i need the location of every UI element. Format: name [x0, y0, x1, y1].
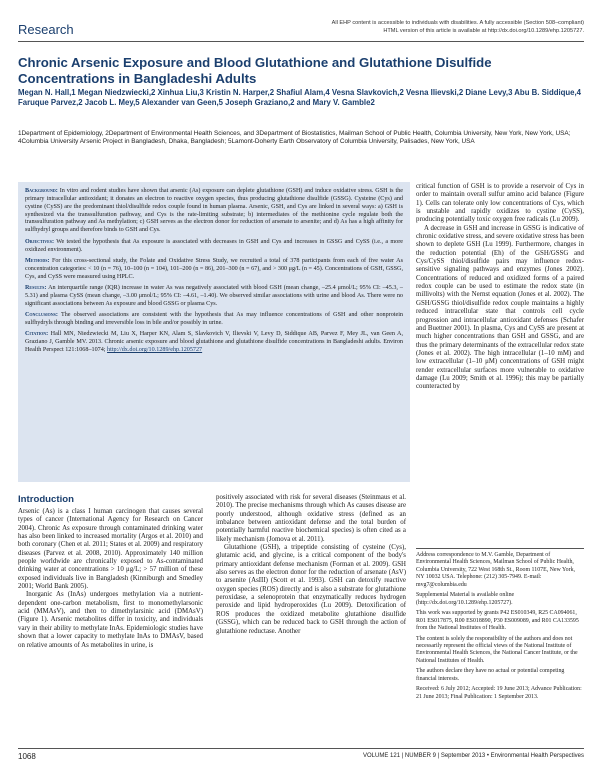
abstract-results-text: An interquartile range (IQR) increase in water As was negatively associated with blood GSH (mean change, –25.4 μmol/L; 95% CI: –45.3, –5.31) and plasma CySS (mean change, –3.00 μmol/L; 95% CI: –4.61, –1.40). We observed similar associations with urine and blood As. There were no significant associations between As exposure and blood GSSG or plasma Cys.	[25, 285, 403, 307]
abstract-methods	[25, 258, 403, 282]
introduction-paragraph-2: Inorganic As (InAs) undergoes methylation via a nutrient-dependent one-carbon metabolism, first to monomethylarsonic acid (MMAsV), and then to dimethylarsinic acid (DMAsV) (Figure 1). Arsenic metabolites differ in toxicity, and individuals vary in their ability to methylate InAs. Epidemiologic studies have shown that a lower capacity to methylate InAs to DMAsV, based on relative amounts of As metabolites in urine, is	[18, 591, 203, 649]
article-title: Chronic Arsenic Exposure and Blood Glutathione and Glutathione Disulfide Concentrations in Bangladeshi Adults	[18, 55, 492, 86]
abstract-results	[25, 285, 403, 309]
notes-divider	[416, 548, 584, 549]
accessibility-notice-line2: HTML version of this article is available at http://dx.doi.org/10.1289/ehp.1205727.	[383, 28, 584, 34]
article-notes	[416, 552, 584, 704]
abstract-objectives	[25, 239, 403, 255]
right-column-paragraph-2: A decrease in GSH and increase in GSSG is indicative of chronic oxidative stress, and severe oxidative stress has been shown to deplete GSH (Lu 1999). Furthermore, changes in the reduction potential (Eh) of the GSH/GSSG and Cys/CySS thiol/disulfide pairs may influence redox-sensitive signaling pathways and enzymes (Jones 2002). Concentrations of reduced and oxidized forms of a paired redox couple can be used to estimate the redox state (in millivolts) with the Nernst equation (Jones et al. 2002). The GSH/GSSG thiol/disulfide redox couple maintains a highly reduced intracellular state that controls cell cycle progression and intracellular antioxidant defenses (Schafer and Buettner 2001). In plasma, Cys and CySS are present at much higher concentrations than GSH and GSSG, and are thus the primary determinants of the extracellular redox state (Jones et al. 2002). The high intracellular (1–10 mM) and low extracellular (1–10 μM) concentrations of GSH might render extracellular surfaces more vulnerable to oxidative damage (Lu 2009; Smith et al. 1996); this may be partially counteracted by	[416, 224, 584, 391]
abstract-objectives-text: We tested the hypothesis that As exposure is associated with decreases in GSH and Cys and increases in GSSG and CySS (i.e., a more oxidized environment).	[25, 238, 403, 253]
section-label: Research	[18, 22, 74, 37]
header-divider	[18, 41, 584, 42]
conflict-note: The authors declare they have no actual or potential competing financial interests.	[416, 668, 565, 682]
accessibility-notice-line1: All EHP content is accessible to individuals with disabilities. A fully accessible (Section 508–compliant)	[331, 20, 584, 26]
funding-note: This work was supported by grants P42 ES010349, R25 CA094061, R01 ES017875, R00 ES018890, P30 ES009089, and R01 CA133595 from the National Institutes of Health.	[416, 610, 579, 632]
correspondence-address: Address correspondence to M.V. Gamble, Department of Environmental Health Sciences, Mailman School of Public Health, Columbia University, 722 West 168th St., Room 1107E, New York, NY 10032 USA. Telephone: (212) 305-7949. E-mail: mvg7@columbia.edu	[416, 552, 576, 588]
citation-doi-link[interactable]: http://dx.doi.org/10.1289/ehp.1205727	[107, 347, 203, 354]
introduction-column	[18, 494, 203, 650]
abstract-conclusions-text: The observed associations are consistent with the hypothesis that As may influence concentrations of GSH and other nonprotein sulfhydryls through binding and irreversible loss in bile and/or possibly in urine.	[25, 312, 403, 327]
abstract-background-label: Background:	[25, 188, 58, 194]
introduction-heading: Introduction	[18, 494, 74, 505]
footer-divider	[18, 748, 584, 749]
abstract-conclusions-label: Conclusions:	[25, 312, 58, 319]
journal-footer: VOLUME 121 | NUMBER 9 | September 2013 • Environmental Health Perspectives	[363, 753, 584, 759]
abstract-objectives-label: Objectives:	[25, 238, 55, 245]
abstract-box	[18, 182, 410, 482]
right-column-paragraph-1: critical function of GSH is to provide a reservoir of Cys in order to maintain overall sulfur amino acid balance (Figure 1). Cells can tolerate only low concentrations of Cys, which is unstable and rapidly oxidizes to cystine (CySS), producing potentially toxic oxygen free radicals (Lu 2009).	[416, 183, 584, 224]
abstract-methods-text: For this cross-sectional study, the Folate and Oxidative Stress Study, we recruited a total of 378 participants from each of five water As concentration categories: < 10 (n = 76), 10–100 (n = 104), 101–200 (n = 86), 201–300 (n = 67), and > 300 μg/L (n = 45). Concentrations of GSH, GSSG, Cys, and CySS were measured using HPLC.	[25, 257, 403, 280]
supplemental-note: Supplemental Material is available online (http://dx.doi.org/10.1289/ehp.1205727).	[416, 592, 515, 606]
middle-column	[216, 494, 406, 636]
abstract-background	[25, 188, 403, 235]
publication-dates: Received: 6 July 2012; Accepted: 19 June 2013; Advance Publication: 21 June 2013; Final Publication: 1 September 2013.	[416, 686, 582, 700]
right-column-top	[416, 183, 584, 392]
author-list: Megan N. Hall,1 Megan Niedzwiecki,2 Xinhua Liu,3 Kristin N. Harper,2 Shafiul Alam,4 Vesna Slavkovich,2 Vesna Ilievski,2 Diane Levy,3 Abu B. Siddique,4 Faruque Parvez,2 Jacob L. Mey,5 Alexander van Geen,5 Joseph Graziano,2 and Mary V. Gamble2	[18, 88, 582, 107]
abstract-methods-label: Methods:	[25, 257, 50, 264]
introduction-paragraph-1: Arsenic (As) is a class I human carcinogen that causes several types of cancer (International Agency for Research on Cancer 2004). Chronic As exposure through contaminated drinking water has also been linked to increased mortality (Argos et al. 2010) and both coronary (Chen et al. 2011; States et al. 2009) and respiratory diseases (Parvez et al. 2008, 2010). Approximately 140 million people worldwide are chronically exposed to As-contaminated drinking water at concentrations > 10 μg/L; > 57 million of these exposed individuals live in Bangladesh (Kinniburgh and Smedley 2001; World Bank 2005).	[18, 508, 203, 591]
abstract-citation-label: Citation:	[25, 331, 49, 338]
page-number: 1068	[18, 752, 36, 761]
middle-column-paragraph-2: Glutathione (GSH), a tripeptide consisting of cysteine (Cys), glutamic acid, and glycine, is a critical component of the body's primary antioxidant defense mechanism (Forman et al. 2009). GSH also serves as the electron donor for the reduction of arsenate (AsV) to arsenite (AsIII) (Scott et al. 1993). GSH can detoxify reactive oxygen species (ROS) directly and is also a substrate for glutathione peroxidase, a selenoprotein that enzymatically reduces hydrogen peroxide and lipid hydroperoxides (Lu 2009). Detoxification of ROS produces the oxidized metabolite glutathione disulfide (GSSG), which can be reduced back to GSH through the action of glutathione reductase. Another	[216, 544, 406, 635]
abstract-citation-text: Hall MN, Niedzwiecki M, Liu X, Harper KN, Alam S, Slavkovich V, Ilievski V, Levy D, Siddique AB, Parvez F, Mey JL, van Geen A, Graziano J, Gamble MV. 2013. Chronic arsenic exposure and blood glutathione and glutathione disulfide concentrations in Bangladeshi adults. Environ Health Perspect 121:1068–1074;	[25, 331, 403, 354]
accessibility-notice	[250, 19, 584, 35]
abstract-background-text: In vitro and rodent studies have shown that arsenic (As) exposure can deplete glutathione (GSH) and induce oxidative stress. GSH is the primary intracellular antioxidant; it donates an electron to reactive oxygen species, thus producing glutathione disulfide (GSSG). Cysteine (Cys) and cystine (CySS) are the predominant thiol/disulfide redox couple found in human plasma. Arsenic, GSH, and Cys are linked in several ways: a) GSH is synthesized via the transsulfuration pathway, and Cys is the rate-limiting substrate; b) intermediates of the methionine cycle regulate both the transsulfuration pathway and As methylation; c) GSH serves as the electron donor for reduction of arsenate to arsenite; and d) As has a high affinity for sulfhydryl groups and therefore binds to GSH and Cys.	[25, 188, 403, 234]
affiliations: 1Department of Epidemiology, 2Department of Environmental Health Sciences, and 3Department of Biostatistics, Mailman School of Public Health, Columbia University, New York, New York, USA; 4Columbia University Arsenic Project in Bangladesh, Dhaka, Bangladesh; 5Lamont-Doherty Earth Observatory of Columbia University, Palisades, New York, USA	[18, 130, 571, 146]
abstract-conclusions	[25, 312, 403, 328]
middle-column-paragraph-1: positively associated with risk for several diseases (Steinmaus et al. 2010). The precise mechanisms through which As causes disease are poorly understood, although oxidative stress (defined as an imbalance between antioxidant defense and the total burden of potentially harmful reactive biochemical species) is often cited as a likely mechanism (Jomova et al. 2011).	[216, 494, 406, 543]
disclaimer-note: The content is solely the responsibility of the authors and does not necessarily represent the official views of the National Institute of Environmental Health Sciences, the National Cancer Institute, or the National Institutes of Health.	[416, 635, 578, 664]
abstract-citation	[25, 331, 403, 355]
abstract-results-label: Results:	[25, 285, 47, 292]
